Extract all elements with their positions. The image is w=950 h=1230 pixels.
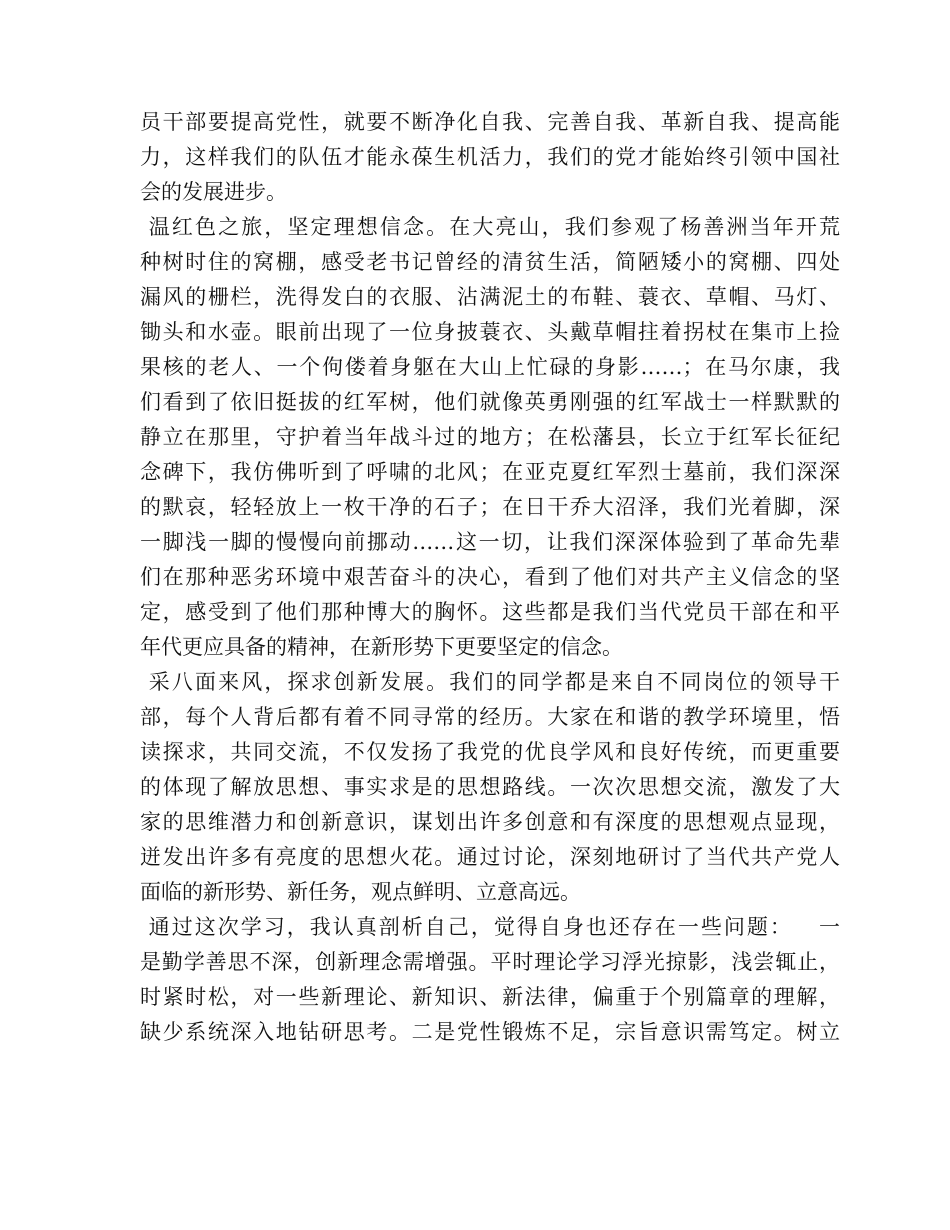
text-line: 种树时住的窝棚，感受老书记曾经的清贫生活，简陋矮小的窝棚、四处 bbox=[140, 250, 840, 274]
text-line: 采八面来风，探求创新发展。我们的同学都是来自不同岗位的领导干 bbox=[140, 670, 840, 694]
text-line: 年代更应具备的精神，在新形势下更要坚定的信念。 bbox=[140, 635, 623, 659]
text-line: 念碑下，我仿佛听到了呼啸的北风；在亚克夏红军烈士墓前，我们深深 bbox=[140, 460, 840, 484]
text-line: 温红色之旅，坚定理想信念。在大亮山，我们参观了杨善洲当年开荒 bbox=[140, 215, 840, 239]
text-line: 一脚浅一脚的慢慢向前挪动……这一切，让我们深深体验到了革命先辈 bbox=[140, 530, 840, 554]
document-body bbox=[140, 105, 840, 1050]
text-line: 们在那种恶劣环境中艰苦奋斗的决心，看到了他们对共产主义信念的坚 bbox=[140, 565, 840, 589]
text-line: 迸发出许多有亮度的思想火花。通过讨论，深刻地研讨了当代共产党人 bbox=[140, 845, 840, 869]
text-line: 缺少系统深入地钻研思考。二是党性锻炼不足，宗旨意识需笃定。树立 bbox=[140, 1020, 840, 1044]
text-line: 的体现了解放思想、事实求是的思想路线。一次次思想交流，激发了大 bbox=[140, 775, 840, 799]
text-line: 时紧时松，对一些新理论、新知识、新法律，偏重于个别篇章的理解， bbox=[140, 985, 840, 1009]
text-line: 员干部要提高党性，就要不断净化自我、完善自我、革新自我、提高能 bbox=[140, 110, 840, 134]
text-line: 是勤学善思不深，创新理念需增强。平时理论学习浮光掠影，浅尝辄止， bbox=[140, 950, 840, 974]
text-line: 家的思维潜力和创新意识，谋划出许多创意和有深度的思想观点显现， bbox=[140, 810, 840, 834]
text-line: 漏风的栅栏，洗得发白的衣服、沾满泥土的布鞋、蓑衣、草帽、马灯、 bbox=[140, 285, 840, 309]
text-line: 会的发展进步。 bbox=[140, 180, 287, 204]
text-line: 通过这次学习，我认真剖析自己，觉得自身也还存在一些问题： 一 bbox=[140, 915, 840, 939]
text-line: 静立在那里，守护着当年战斗过的地方；在松藩县，长立于红军长征纪 bbox=[140, 425, 840, 449]
text-line: 果核的老人、一个佝偻着身躯在大山上忙碌的身影……；在马尔康，我 bbox=[140, 355, 840, 379]
text-line: 的默哀，轻轻放上一枚干净的石子；在日干乔大沼泽，我们光着脚，深 bbox=[140, 495, 840, 519]
text-line: 锄头和水壶。眼前出现了一位身披蓑衣、头戴草帽拄着拐杖在集市上捡 bbox=[140, 320, 840, 344]
text-line: 们看到了依旧挺拔的红军树，他们就像英勇刚强的红军战士一样默默的 bbox=[140, 390, 840, 414]
text-line: 定，感受到了他们那种博大的胸怀。这些都是我们当代党员干部在和平 bbox=[140, 600, 840, 624]
text-line: 部，每个人背后都有着不同寻常的经历。大家在和谐的教学环境里，悟 bbox=[140, 705, 840, 729]
text-line: 力，这样我们的队伍才能永葆生机活力，我们的党才能始终引领中国社 bbox=[140, 145, 840, 169]
text-line: 面临的新形势、新任务，观点鲜明、立意高远。 bbox=[140, 880, 581, 904]
text-line: 读探求，共同交流，不仅发扬了我党的优良学风和良好传统，而更重要 bbox=[140, 740, 840, 764]
